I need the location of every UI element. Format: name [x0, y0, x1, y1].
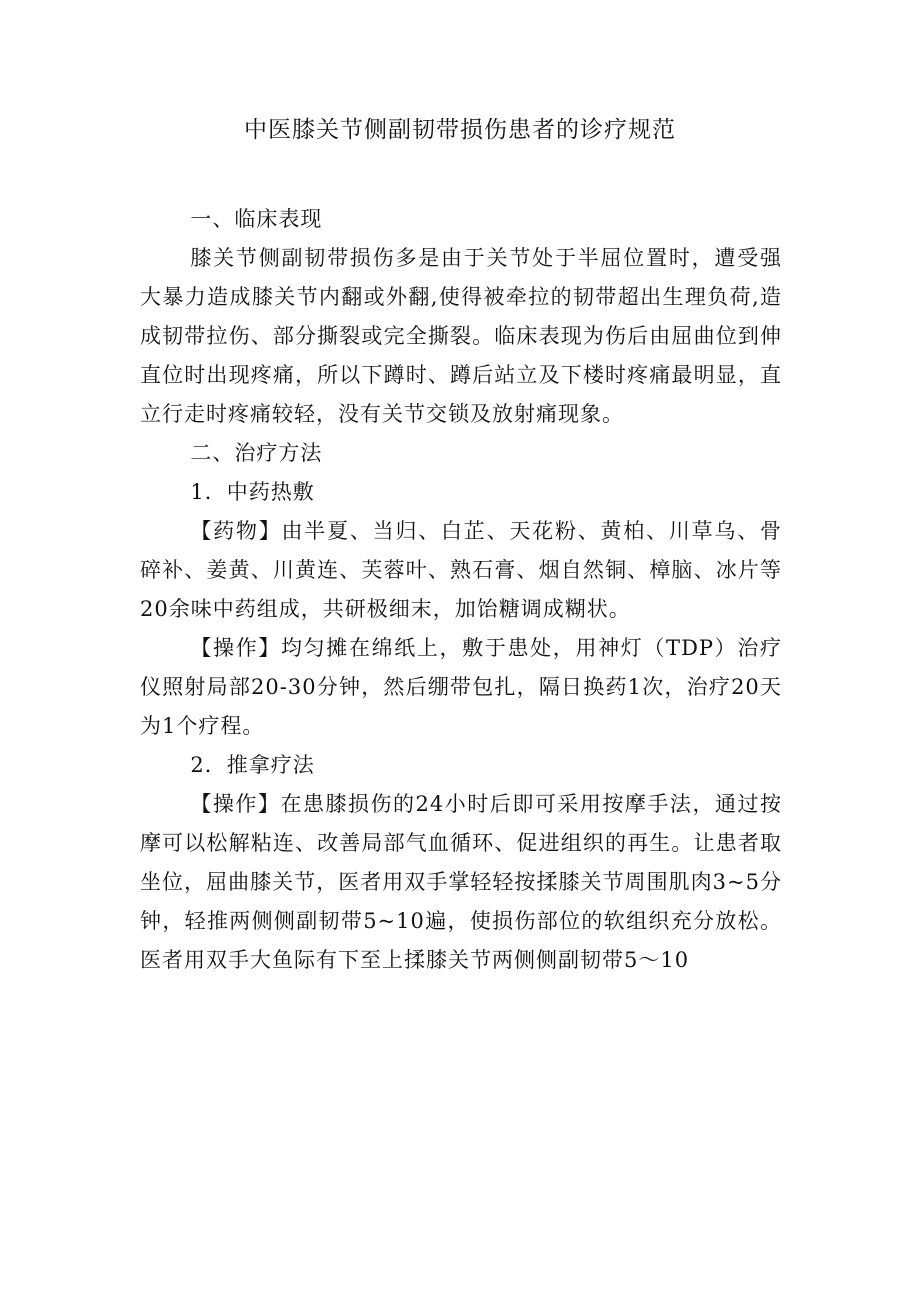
paragraph-medicine: 【药物】由半夏、当归、白芷、天花粉、黄柏、川草乌、骨碎补、姜黄、川黄连、芙蓉叶、熟石膏、烟自然铜、樟脑、冰片等20余味中药组成，共研极细末，加饴糖调成糊状。 — [140, 519, 782, 621]
subheading-herbal-compress: 1．中药热敷 — [190, 480, 315, 504]
document-title: 中医膝关节侧副韧带损伤患者的诊疗规范 — [244, 117, 676, 143]
section-heading-treatment: 二、治疗方法 — [190, 441, 323, 465]
paragraph-massage-operation: 【操作】在患膝损伤的24小时后即可采用按摩手法，通过按摩可以松解粘连、改善局部气血循环、促进组织的再生。让患者取坐位，屈曲膝关节，医者用双手掌轻轻按揉膝关节周围肌肉3~5分钟，轻推两侧侧副韧带5~10遍，使损伤部位的软组织充分放松。医者用双手大鱼际有下至上揉膝关节两侧侧副韧带5～10 — [140, 792, 782, 972]
subheading-massage: 2．推拿疗法 — [190, 753, 315, 777]
document-body — [140, 200, 782, 980]
section-heading-clinical: 一、临床表现 — [190, 207, 323, 231]
paragraph-clinical-description: 膝关节侧副韧带损伤多是由于关节处于半屈位置时，遭受强大暴力造成膝关节内翻或外翻,使得被牵拉的韧带超出生理负荷,造成韧带拉伤、部分撕裂或完全撕裂。临床表现为伤后由屈曲位到伸直位时出现疼痛，所以下蹲时、蹲后站立及下楼时疼痛最明显，直立行走时疼痛较轻，没有关节交锁及放射痛现象。 — [140, 246, 782, 426]
paragraph-compress-operation: 【操作】均匀摊在绵纸上，敷于患处，用神灯（TDP）治疗仪照射局部20-30分钟，然后绷带包扎，隔日换药1次，治疗20天为1个疗程。 — [140, 636, 782, 738]
